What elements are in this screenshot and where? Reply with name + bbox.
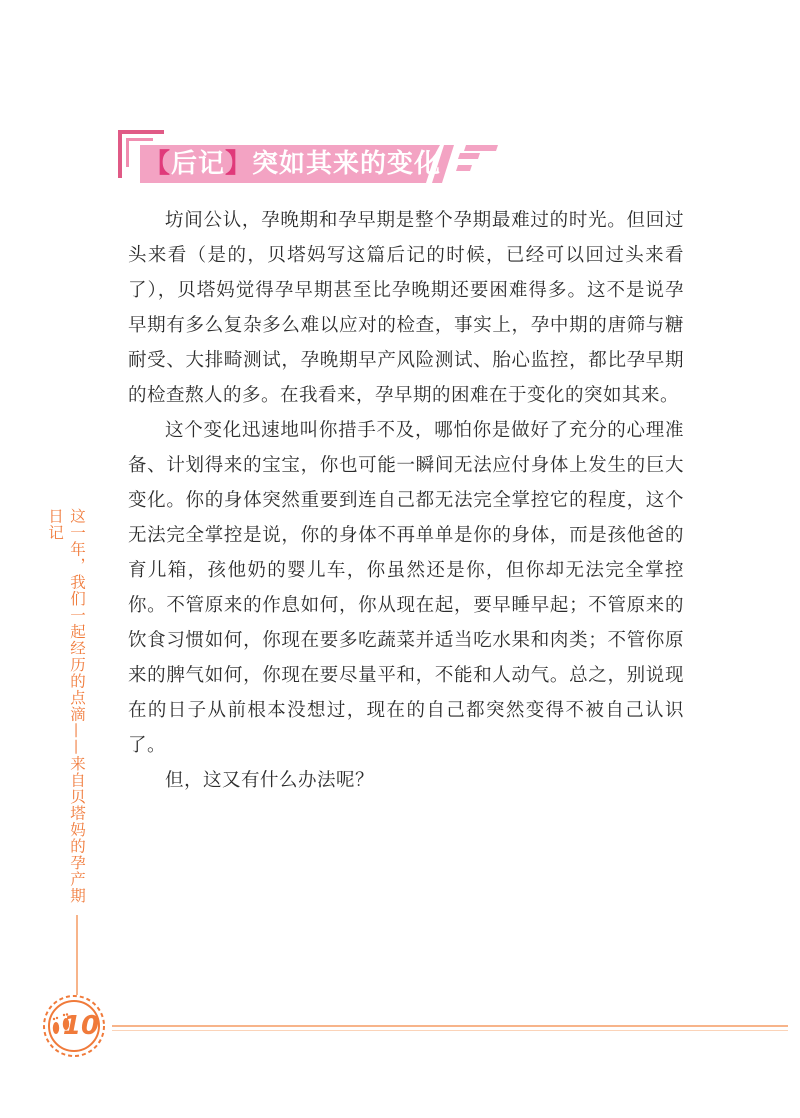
page-title — [144, 146, 441, 182]
footer-rule-thin — [112, 1030, 788, 1031]
side-running-title: 这一年，我们一起经历的点滴——来自贝塔妈的孕产期日记 — [46, 508, 86, 904]
footer-rule — [112, 1025, 788, 1027]
side-divider — [76, 915, 78, 995]
page-number-badge — [40, 992, 108, 1060]
paragraph-3: 但，这又有什么办法呢？ — [165, 770, 375, 791]
title-banner — [118, 124, 498, 192]
title-subtitle: 突如其来的变化 — [252, 149, 442, 179]
page-number: 10 — [62, 1011, 100, 1041]
paragraph-2: 这个变化迅速地叫你措手不及，哪怕你是做好了充分的心理准备、计划得来的宝宝，你也可能一瞬间无法应付身体上发生的巨大变化。你的身体突然重要到连自己都无法完全掌控它的程度，这个无法完全掌控是说，你的身体不再单单是你的身体，而是孩他爸的育儿箱，孩他奶的婴儿车，你虽然还是你，但你却无法完全掌控你。不管原来的作息如何，你从现在起，要早睡早起；不管原来的饮食习惯如何，你现在要多吃蔬菜并适当吃水果和肉类；不管你原来的脾气如何，你现在要尽量平和，不能和人动气。总之，别说现在的日子从前根本没想过，现在的自己都突然变得不被自己认识了。 — [128, 420, 684, 756]
title-label: 后记 — [171, 149, 226, 179]
body-text — [128, 203, 684, 798]
title-bracket-close: 】 — [225, 149, 253, 179]
title-bracket-open: 【 — [144, 149, 172, 179]
paragraph-1: 坊间公认，孕晚期和孕早期是整个孕期最难过的时光。但回过头来看（是的，贝塔妈写这篇后记的时候，已经可以回过头来看了），贝塔妈觉得孕早期甚至比孕晚期还要困难得多。这不是说孕早期有多么复杂多么难以应对的检查，事实上，孕中期的唐筛与糖耐受、大排畸测试，孕晚期早产风险测试、胎心监控，都比孕早期的检查熬人的多。在我看来，孕早期的困难在于变化的突如其来。 — [128, 210, 684, 406]
